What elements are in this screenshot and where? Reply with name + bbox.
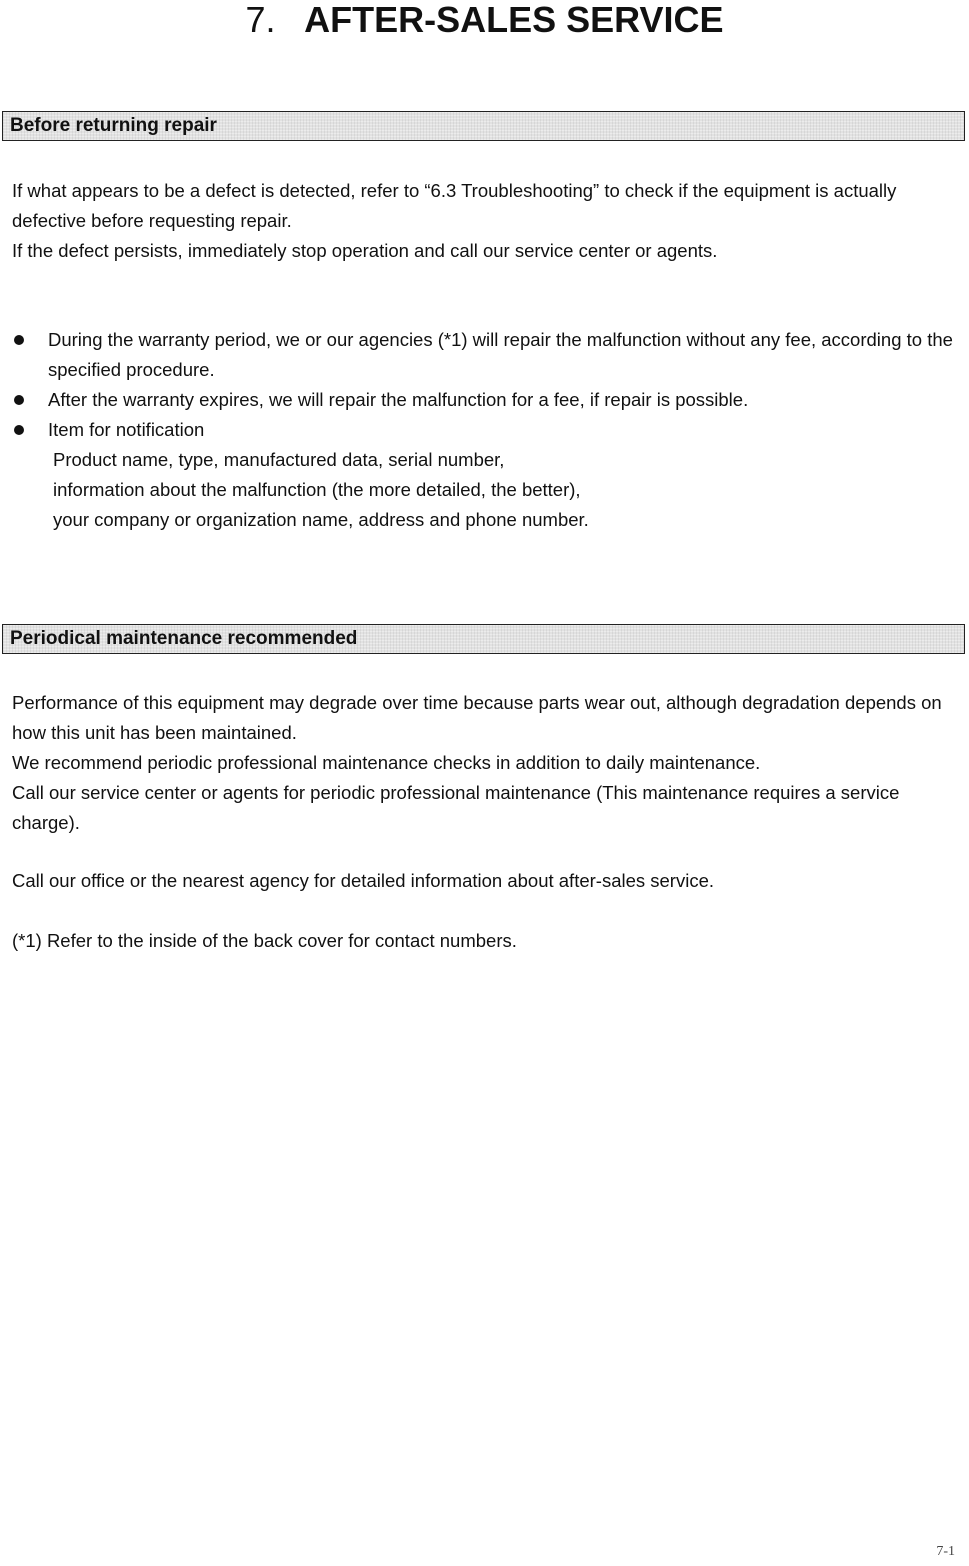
footnote-text: (*1) Refer to the inside of the back cover for contact numbers. [12,930,517,951]
list-item [12,385,957,415]
footnote [12,926,957,956]
notification-items [48,445,957,535]
paragraph: Performance of this equipment may degrade over time because parts wear out, although degradation depends on how this unit has been maintained. [12,692,942,743]
list-item-text: After the warranty expires, we will repair the malfunction for a fee, if repair is possible. [48,389,749,410]
page-title [0,0,969,40]
section1-intro [12,176,957,266]
contact-note [12,866,957,896]
section-heading-label: Before returning repair [10,115,217,136]
paragraph: Call our office or the nearest agency for detailed information about after-sales service. [12,870,715,891]
section-heading-label: Periodical maintenance recommended [10,628,358,649]
section-heading-before-returning-repair [2,111,965,141]
section2-body [12,688,957,838]
notification-line: information about the malfunction (the more detailed, the better), [53,479,581,500]
paragraph: We recommend periodic professional maintenance checks in addition to daily maintenance. [12,752,761,773]
notification-line: your company or organization name, address and phone number. [53,509,589,530]
list-item-text: During the warranty period, we or our agencies (*1) will repair the malfunction without any fee, according to the specified procedure. [48,329,953,380]
chapter-title: AFTER-SALES SERVICE [304,0,724,40]
list-item [12,415,957,535]
chapter-number: 7. [245,0,276,40]
section-heading-periodical-maintenance [2,624,965,654]
paragraph: If the defect persists, immediately stop operation and call our service center or agents. [12,240,718,261]
notification-line: Product name, type, manufactured data, serial number, [53,449,505,470]
page-number: 7-1 [936,1544,955,1559]
paragraph: If what appears to be a defect is detected, refer to “6.3 Troubleshooting” to check if the equipment is actually defective before requesting repair. [12,180,897,231]
bullet-icon [14,395,24,405]
bullet-icon [14,335,24,345]
list-item [12,325,957,385]
warranty-bullet-list [12,325,957,535]
bullet-icon [14,425,24,435]
paragraph: Call our service center or agents for periodic professional maintenance (This maintenance requires a service charge). [12,782,900,833]
list-item-text: Item for notification [48,419,205,440]
